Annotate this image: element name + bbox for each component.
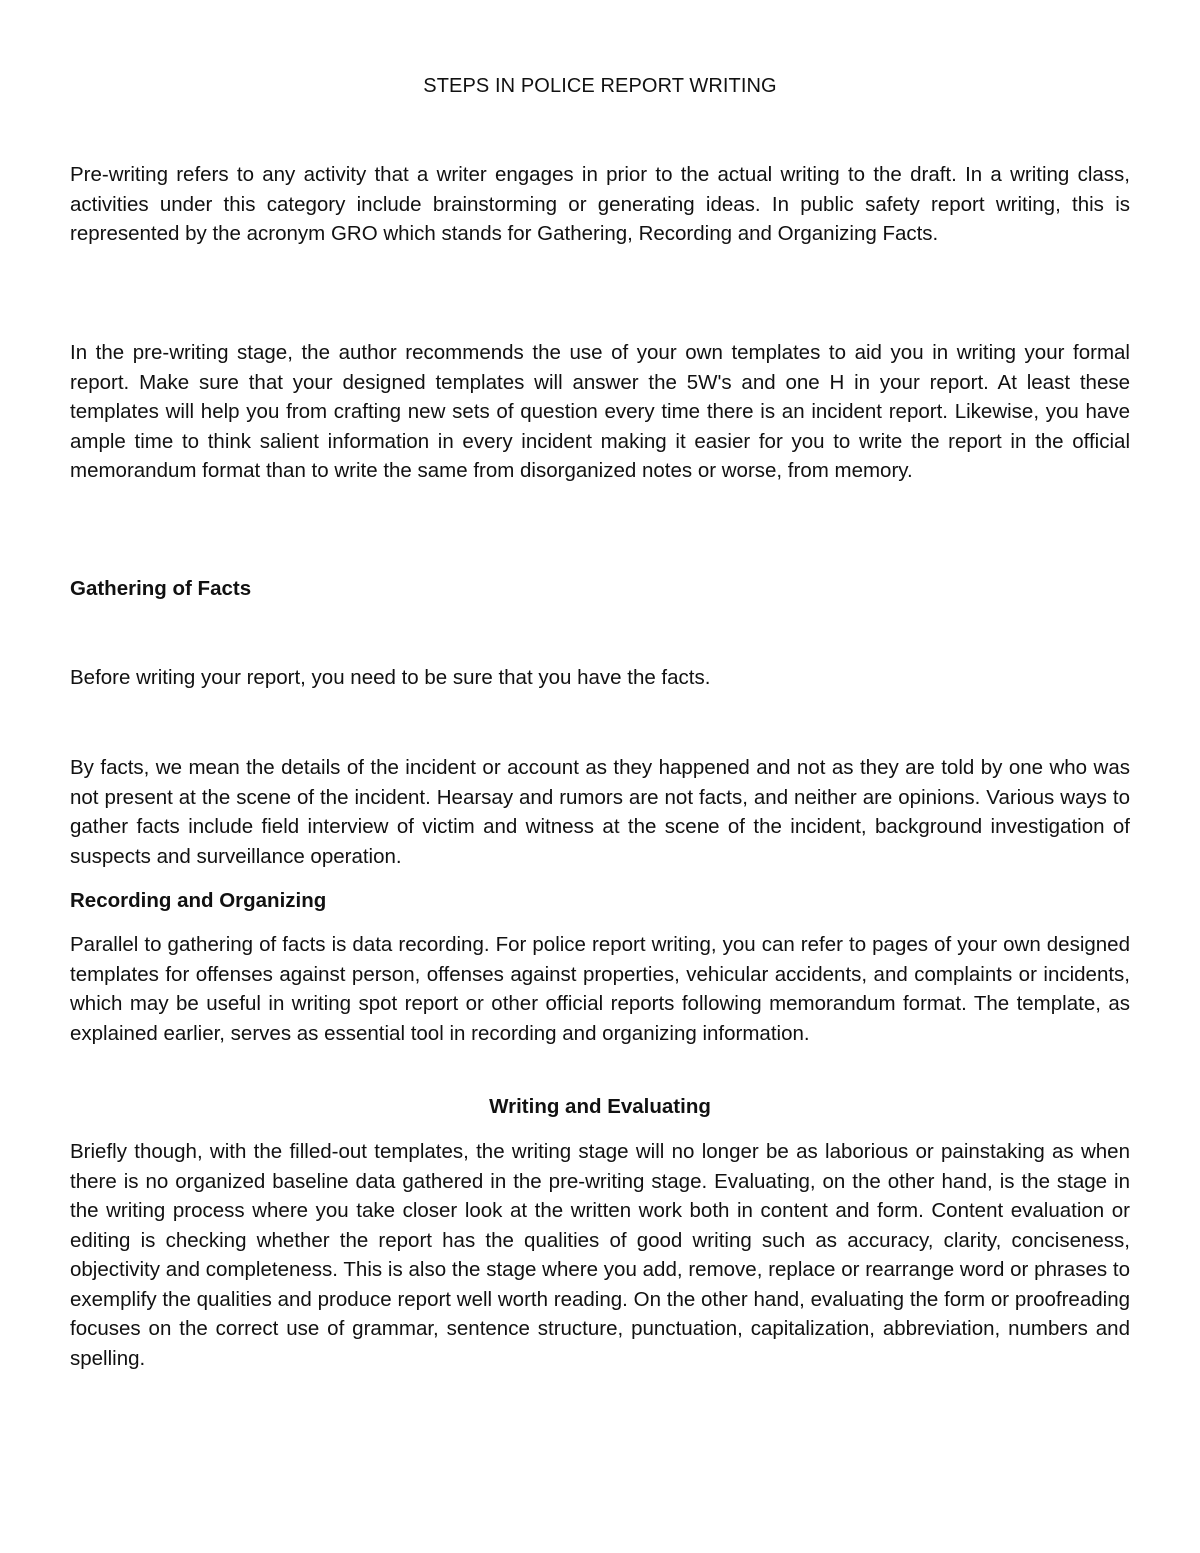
heading-writing-and-evaluating: Writing and Evaluating — [489, 1095, 711, 1118]
paragraph-writing: Briefly though, with the filled-out templates, the writing stage will no longer be as laborious or painstaking as when there is no organized baseline data gathered in the pre-writing stage. Evaluating, on the other hand, is the stage in the writing process where you take closer look at the written work both in content and form. Content evaluation or editing is checking whether the report has the qualities of good writing such as accuracy, clarity, conciseness, objectivity and completeness. This is also the stage where you add, remove, replace or rearrange word or phrases to exemplify the qualities and produce report well worth reading. On the other hand, evaluating the form or proofreading focuses on the correct use of grammar, sentence structure, punctuation, capitalization, abbreviation, numbers and spelling. — [70, 1140, 1130, 1370]
paragraph-prewriting: Pre-writing refers to any activity that a writer engages in prior to the actual writing to the draft. In a writing class, activities under this category include brainstorming or generating ideas. In public safety report writing, this is represented by the acronym GRO which stands for Gathering, Recording and Organizing Facts. — [70, 163, 1130, 245]
heading-recording-and-organizing: Recording and Organizing — [70, 889, 327, 912]
paragraph-before-writing: Before writing your report, you need to be sure that you have the facts. — [70, 666, 711, 689]
paragraph-templates: In the pre-writing stage, the author recommends the use of your own templates to aid you in writing your formal report. Make sure that your designed templates will answer the 5W's and one H in your report. At least these templates will help you from crafting new sets of question every time there is an incident report. Likewise, you have ample time to think salient information in every incident making it easier for you to write the report in the official memorandum format than to write the same from disorganized notes or worse, from memory. — [70, 341, 1130, 482]
heading-gathering-of-facts: Gathering of Facts — [70, 577, 252, 600]
paragraph-by-facts: By facts, we mean the details of the incident or account as they happened and not as they are told by one who was not present at the scene of the incident. Hearsay and rumors are not facts, and neither are opinions. Various ways to gather facts include field interview of victim and witness at the scene of the incident, background investigation of suspects and surveillance operation. — [70, 756, 1130, 868]
paragraph-recording: Parallel to gathering of facts is data recording. For police report writing, you can refer to pages of your own designed templates for offenses against person, offenses against properties, vehicular accidents, and complaints or incidents, which may be useful in writing spot report or other official reports following memorandum format. The template, as explained earlier, serves as essential tool in recording and organizing information. — [70, 933, 1130, 1045]
document-title: STEPS IN POLICE REPORT WRITING — [423, 75, 777, 97]
